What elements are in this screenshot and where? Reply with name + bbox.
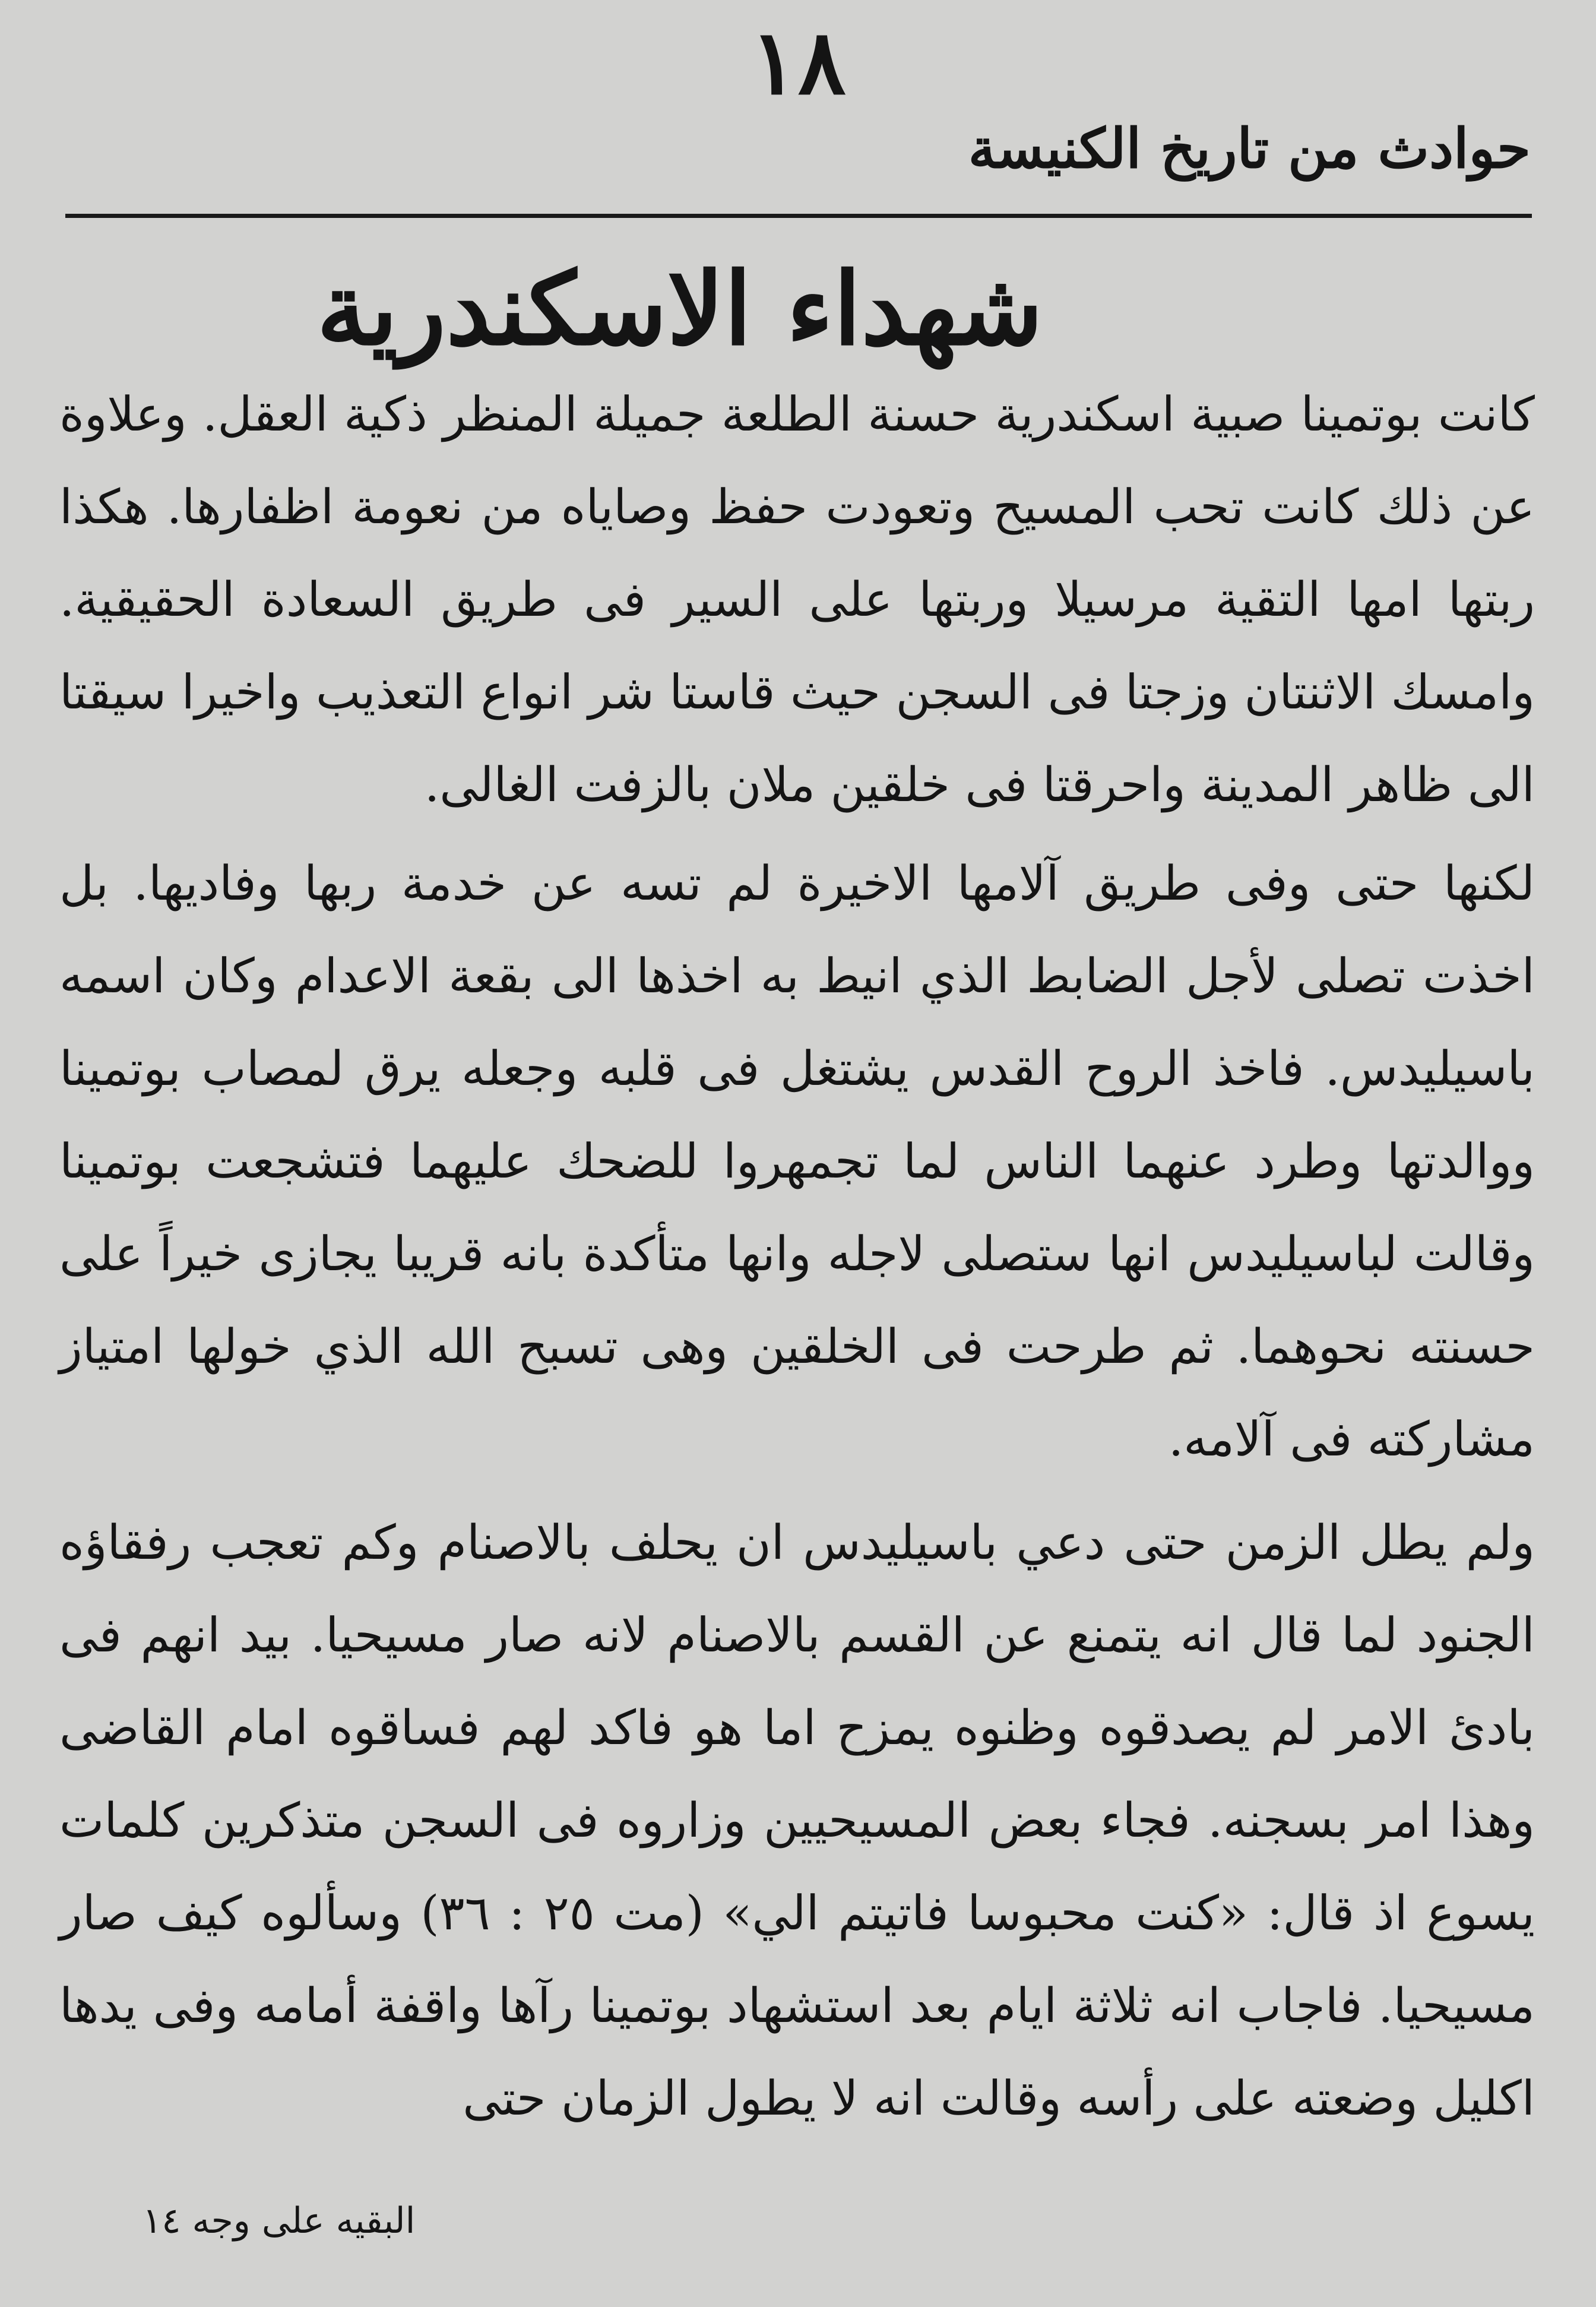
- paragraph-3: [59, 1496, 1535, 2145]
- paragraph-1: [59, 368, 1535, 831]
- page-number: ١٨: [750, 10, 846, 115]
- paragraph-text: لكنها حتى وفى طريق آلامها الاخيرة لم تسه عن خدمة ربها وفاديها. بل اخذت تصلى لأجل الضابط الذي انيط به اخذها الى بقعة الاعدام وكان اسمه باسيليدس. فاخذ الروح القدس يشتغل فى قلبه وجعله يرق لمصاب بوتمينا ووالدتها وطرد عنهما الناس لما تجمهروا للضحك عليهما فتشجعت بوتمينا وقالت لباسيليدس انها ستصلى لاجله وانها متأكدة بانه قريبا يجازى خيراً على حسنته نحوهما. ثم طرحت فى الخلقين وهى تسبح الله الذي خولها امتياز مشاركته فى آلامه.: [59, 856, 1535, 1467]
- header-rule: [65, 214, 1532, 218]
- running-head: حوادث من تاريخ الكنيسة: [968, 116, 1531, 181]
- paragraph-text: ولم يطل الزمن حتى دعي باسيليدس ان يحلف بالاصنام وكم تعجب رفقاؤه الجنود لما قال انه يتمنع عن القسم بالاصنام لانه صار مسيحيا. بيد انهم فى بادئ الامر لم يصدقوه وظنوه يمزح اما هو فاكد لهم فساقوه امام القاضى وهذا امر بسجنه. فجاء بعض المسيحيين وزاروه فى السجن متذكرين كلمات يسوع اذ قال: «كنت محبوسا فاتيتم الي» (مت ٢٥ : ٣٦) وسألوه كيف صار مسيحيا. فاجاب انه ثلاثة ايام بعد استشهاد بوتمينا رآها واقفة أمامه وفى يدها اكليل وضعته على رأسه وقالت انه لا يطول الزمان حتى: [59, 1515, 1535, 2126]
- article-title: شهداء الاسكندرية: [316, 250, 1043, 368]
- paragraph-2: [59, 837, 1535, 1486]
- paragraph-text: كانت بوتمينا صبية اسكندرية حسنة الطلعة جميلة المنظر ذكية العقل. وعلاوة عن ذلك كانت تحب المسيح وتعودت حفظ وصاياه من نعومة اظفارها. هكذا ربتها امها التقية مرسيلا وربتها على السير فى طريق السعادة الحقيقية. وامسك الاثنتان وزجتا فى السجن حيث قاستا شر انواع التعذيب واخيرا سيقتا الى ظاهر المدينة واحرقتا فى خلقين ملان بالزفت الغالى.: [59, 387, 1535, 812]
- continuation-note: البقيه على وجه ١٤: [142, 2200, 416, 2242]
